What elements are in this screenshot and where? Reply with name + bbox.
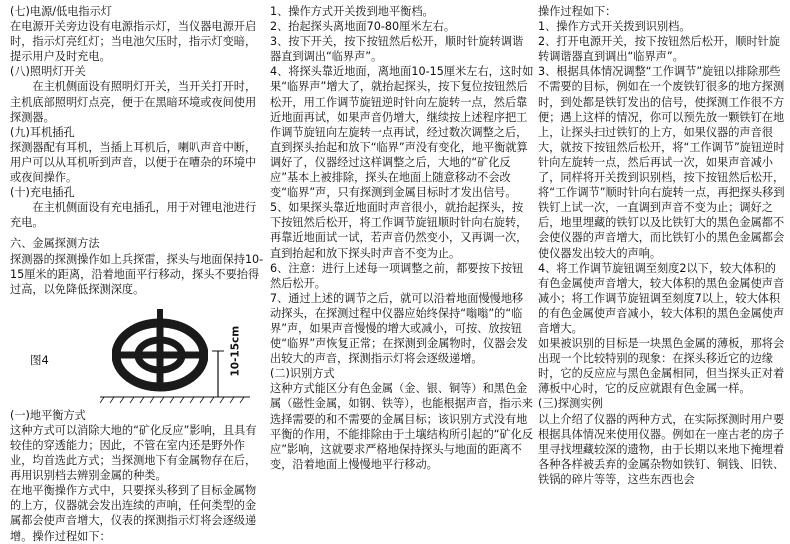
ground-balance-step-4: 4、将探头靠近地面，离地面10-15厘米左右，这时如果“临界声”增大了，就抬起探头，按下复位按钮然后松开，用工作调节旋钮逆时针向左旋转一点，然后靠近地面再试，如果声音仍增大，继续按上述程序把工作调节旋钮向左旋转一点再试，经过数次调整之后，直到探头抬起和放下“临界”声没有变化，地平衡就算调好了，仪器经过这样调整之后，大地的“矿化反应”基本上被排除，探头在地面上随意移动不会改变“临界”声，只有探测到金属目标时才发出信号。 bbox=[270, 65, 534, 200]
ground-balance-step-3: 3、按下开关，按下按钮然后松开，顺时针旋转调谐器直到调出“临界声”。 bbox=[270, 35, 524, 64]
figure-label: 图4 bbox=[30, 352, 49, 367]
section-9-title: (九)耳机插孔 bbox=[10, 125, 75, 139]
section-7-text: 在电源开关旁边设有电源指示灯，当仪器电源开启时，指示灯亮红灯；当电池欠压时，指示灯变暗，提示用户及时充电。 bbox=[10, 20, 257, 64]
ground-balance-step-1: 1、操作方式开关拨到地平衡档。 bbox=[270, 5, 434, 18]
section-7-title: (七)电源/低电指示灯 bbox=[10, 5, 112, 18]
section-8-title: (八)照明灯开关 bbox=[10, 65, 86, 79]
column-right bbox=[538, 4, 786, 487]
identify-step-1: 1、操作方式开关拨到识别档。 bbox=[538, 20, 691, 34]
ground-balance-step-5: 5、如果探头靠近地面时声音很小，就抬起探头，按下按钮然后松开，将工作调节旋钮顺时针向右旋转，再靠近地面试一试，若声音仍然变小，又再调一次，直到抬起和放下探头时声音不变为止。 bbox=[270, 201, 528, 260]
identify-step-3: 3、根据具体情况调整“工作调节”旋钮以排除那些不需要的目标，例如在一个废铁钉很多的地方探测时，到处都是铁钉发出的信号，使探测工作很不方便；遇上这样的情况，你可以预先放一颗铁钉在地上，让探头扫过铁钉的上方，如果仪器的声音很大，就按下按钮然后松开，将“工作调节”旋钮逆时针向左旋转一点，然后再试一次，如果声音减小了，同样将开关拨到识别档，按下按钮然后松开，将“工作调节”顺时针向右旋转一点，再把探头移到铁钉上试一次，一直调到声音不变为止；调好之后，地里埋藏的铁钉以及比铁钉大的黑色金属都不会使仪器的声音增大，而比铁钉小的黑色金属都会使仪器发出较大的声响。 bbox=[538, 65, 785, 260]
ground-balance-step-7: 7、通过上述的调节之后，就可以沿着地面慢慢地移动探头，在探测过程中仪器应始终保持“嗡嗡”的“临界”声，如果声音慢慢的增大或减小，可按、放按钮使“临界”声恢复正常；在探测到金属物时，仪器会发出较大的声音，探测指示灯将会逐级递增。 bbox=[270, 291, 528, 366]
subsection-3-title: (三)探测实例 bbox=[538, 397, 603, 411]
section-10-text: 在主机侧面设有充电插孔，用于对锂电池进行充电。 bbox=[10, 201, 257, 230]
section-6-text: 探测器的探测操作如上兵探雷，探头与地面保持10-15厘米的距离，沿着地面平行移动，探头不要抬得过高，以免降低探测深度。 bbox=[10, 252, 264, 296]
identify-step-4: 4、将工作调节旋钮调至刻度2以下，较大体积的有色金属使声音增大，较大体积的黑色金属使声音减小；将工作调节旋钮调至刻度7以上，较大体积的有色金属使声音减小，较大体积的黑色金属使声音增大。 bbox=[538, 261, 785, 335]
thin-plate-note: 如果被识别的目标是一块黑色金属的薄板，那将会出现一个比较特别的现象：在探头移近它的边缘时，它的反应应与黑色金属相同，但当探头正对着薄板中心时，它的反应就跟有色金属一样。 bbox=[538, 337, 785, 396]
identify-step-2: 2、打开电源开关，按下按钮然后松开，顺时针旋转调谐器直到调出“临界声”。 bbox=[538, 35, 781, 64]
section-6-title: 六、金属探测方法 bbox=[10, 237, 100, 251]
subsection-1-text-2: 在地平衡操作方式中，只要探头移到了目标金属物的上方，仪器就会发出连续的声响，任何类型的金属都会使声音增大，仪表的探测指示灯将会逐级递增。操作过程如下： bbox=[10, 484, 257, 543]
search-coil-icon bbox=[112, 309, 208, 393]
subsection-2-text: 这种方式能区分有色金属（金、银、铜等）和黑色金属（磁性金属，如钢、铁等），也能根据声音，指示来选择需要的和不需要的金属目标；该识别方式没有地平衡的作用，不能排除由于土壤结构所引起的“矿化反应”影响，这就要求严格地保持探头与地面的距离不变，沿着地面上慢慢地平行移动。 bbox=[270, 382, 534, 471]
subsection-2-title: (二)识别方式 bbox=[270, 367, 335, 381]
section-10-title: (十)充电插孔 bbox=[10, 186, 75, 200]
ground-line-icon bbox=[100, 395, 250, 403]
section-9-text: 探测器配有耳机，当插上耳机后，喇叭声音中断，用户可以从耳机听到声音，以便于在嘈杂的环境中或夜间操作。 bbox=[10, 140, 257, 185]
figure-coil bbox=[10, 299, 266, 404]
subsection-1-text: 这种方式可以消除大地的“矿化反应”影响，且具有较佳的穿透能力；因此，不管在室内还是野外作业，均首选此方式；当探测地下有金属物存在后，再用识别档去辨别金属的种类。 bbox=[10, 423, 257, 483]
ground-balance-step-6: 6、注意：进行上述每一项调整之前，都要按下按钮然后松开。 bbox=[270, 261, 524, 290]
subsection-1-title: (一)地平衡方式 bbox=[10, 408, 86, 422]
column-left bbox=[10, 4, 266, 544]
column-middle bbox=[270, 4, 534, 472]
ground-balance-step-2: 2、抬起探头离地面70-80厘米左右。 bbox=[270, 20, 456, 34]
distance-marker-icon bbox=[210, 303, 226, 399]
distance-label: 10-15cm bbox=[229, 325, 242, 377]
section-8-text: 在主机侧面设有照明灯开关，当开关打开时，主机底部照明灯点亮，便于在黑暗环境或夜间使用探测器。 bbox=[10, 80, 257, 124]
procedure-intro: 操作过程如下： bbox=[538, 5, 617, 18]
subsection-3-text: 以上介绍了仪器的两种方式，在实际探测时用户要根据具体情况来使用仪器。例如在一座古老的房子里寻找埋藏较深的遗物，由于长期以来地下掩埋着各种各样被丢弃的金属杂物如铁钉、铜钱、旧铁、铁锅的碎片等等，这些东西也会 bbox=[538, 412, 785, 486]
